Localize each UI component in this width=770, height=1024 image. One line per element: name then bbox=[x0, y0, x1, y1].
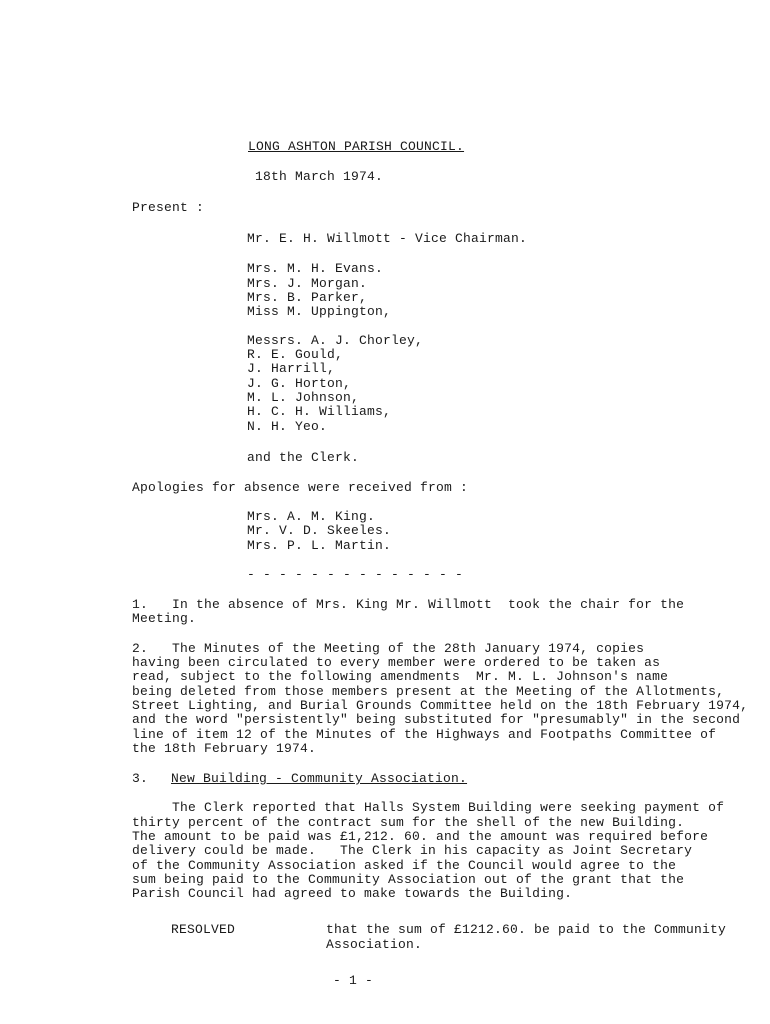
attendee: Miss M. Uppington, bbox=[247, 304, 392, 319]
apology-name: Mrs. A. M. King. bbox=[247, 509, 376, 524]
item3-line: thirty percent of the contract sum for the shell of the new Building. bbox=[132, 815, 685, 830]
attendee: R. E. Gould, bbox=[247, 347, 344, 362]
attendee: J. G. Horton, bbox=[247, 376, 352, 391]
item2-line: line of item 12 of the Minutes of the Highways and Footpaths Committee of bbox=[132, 727, 717, 742]
apologies-label: Apologies for absence were received from : bbox=[132, 480, 469, 495]
item1-line: 1. In the absence of Mrs. King Mr. Willmott took the chair for the bbox=[132, 597, 685, 612]
apology-name: Mr. V. D. Skeeles. bbox=[247, 523, 392, 538]
resolved-text: Association. bbox=[326, 937, 423, 952]
attendee: M. L. Johnson, bbox=[247, 390, 360, 405]
present-label: Present : bbox=[132, 200, 205, 215]
item3-heading: New Building - Community Association. bbox=[171, 771, 468, 786]
attendee: Mrs. B. Parker, bbox=[247, 290, 368, 305]
attendee: Mrs. J. Morgan. bbox=[247, 276, 368, 291]
item2-line: having been circulated to every member were ordered to be taken as bbox=[132, 655, 661, 670]
item2-line: read, subject to the following amendments Mr. M. L. Johnson's name bbox=[132, 669, 669, 684]
separator-line: - - - - - - - - - - - - - - bbox=[247, 567, 464, 582]
resolved-text: that the sum of £1212.60. be paid to the Community bbox=[326, 922, 727, 937]
item3-line: of the Community Association asked if the Council would agree to the bbox=[132, 858, 677, 873]
attendee: Mrs. M. H. Evans. bbox=[247, 261, 384, 276]
attendee: J. Harrill, bbox=[247, 361, 336, 376]
attendee: H. C. H. Williams, bbox=[247, 404, 392, 419]
item2-line: the 18th February 1974. bbox=[132, 741, 317, 756]
item2-line: 2. The Minutes of the Meeting of the 28th January 1974, copies bbox=[132, 641, 645, 656]
attendee: N. H. Yeo. bbox=[247, 419, 328, 434]
meeting-date: 18th March 1974. bbox=[255, 169, 384, 184]
attendee: Messrs. A. J. Chorley, bbox=[247, 333, 424, 348]
item2-line: Street Lighting, and Burial Grounds Committee held on the 18th February 1974, bbox=[132, 698, 749, 713]
vice-chairman: Mr. E. H. Willmott - Vice Chairman. bbox=[247, 231, 528, 246]
resolved-label: RESOLVED bbox=[171, 922, 236, 937]
page-number: - 1 - bbox=[333, 973, 374, 988]
item3-line: delivery could be made. The Clerk in his capacity as Joint Secretary bbox=[132, 843, 693, 858]
item3-line: Parish Council had agreed to make towards the Building. bbox=[132, 886, 573, 901]
item2-line: being deleted from those members present at the Meeting of the Allotments, bbox=[132, 684, 725, 699]
item2-line: and the word "persistently" being substituted for "presumably" in the second bbox=[132, 712, 741, 727]
item3-line: sum being paid to the Community Association out of the grant that the bbox=[132, 872, 685, 887]
item3-line: The Clerk reported that Halls System Building were seeking payment of bbox=[132, 800, 725, 815]
clerk-line: and the Clerk. bbox=[247, 450, 360, 465]
item3-line: The amount to be paid was £1,212. 60. and the amount was required before bbox=[132, 829, 709, 844]
apology-name: Mrs. P. L. Martin. bbox=[247, 538, 392, 553]
item3-number: 3. bbox=[132, 771, 149, 786]
council-title: LONG ASHTON PARISH COUNCIL. bbox=[248, 139, 465, 154]
item1-line: Meeting. bbox=[132, 611, 197, 626]
